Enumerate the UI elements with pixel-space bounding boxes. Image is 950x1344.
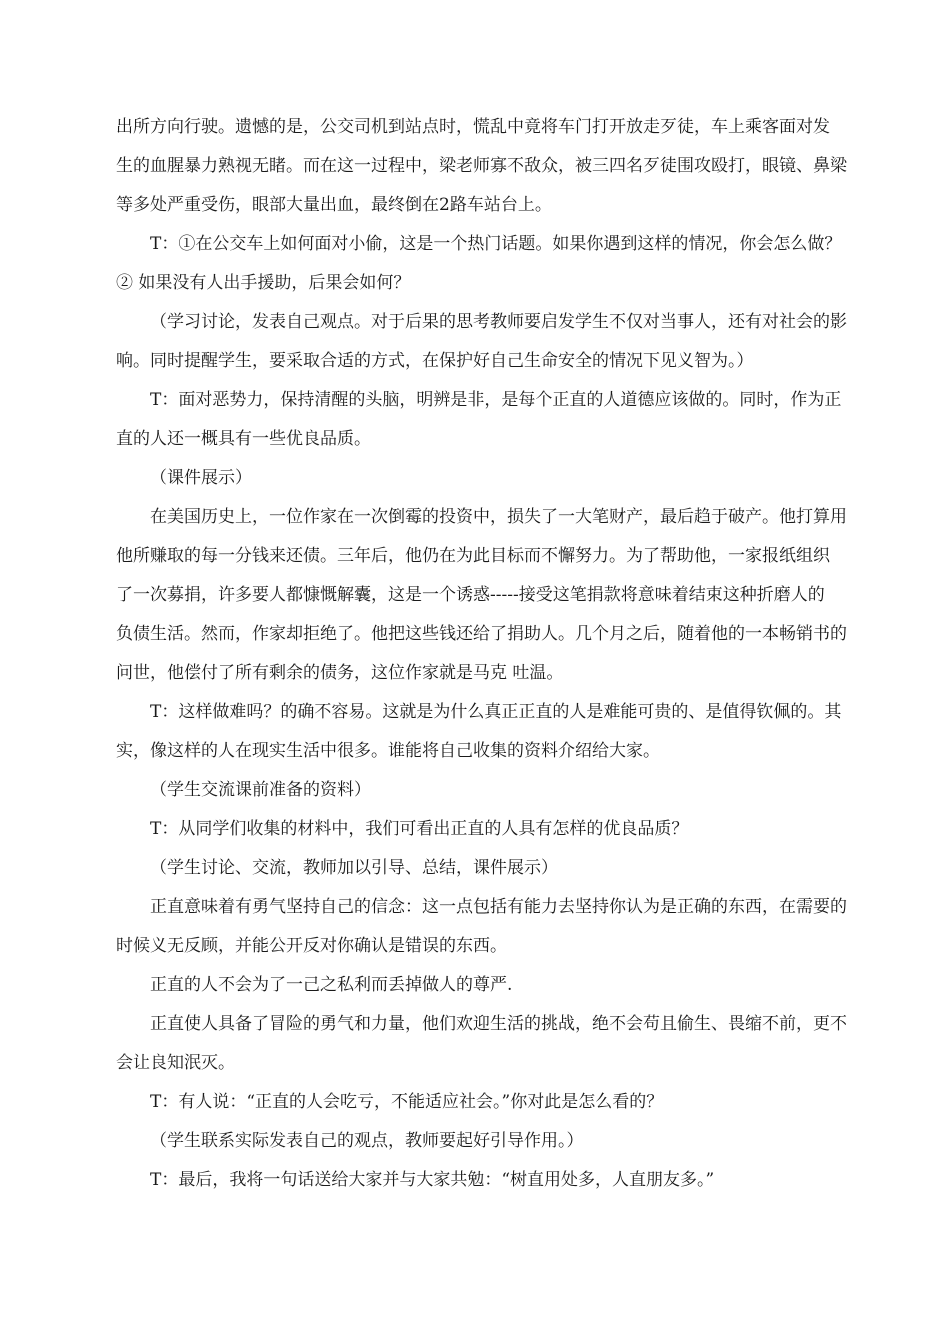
text-line: （课件展示） [150,468,252,488]
text-line: 正直意味着有勇气坚持自己的信念：这一点包括有能力去坚持你认为是正确的东西，在需要的 [150,897,847,917]
text-line: （学习讨论，发表自己观点。对于后果的思考教师要启发学生不仅对当事人，还有对社会的影 [150,312,847,332]
text-line: T：这样做难吗？的确不容易。这就是为什么真正正直的人是难能可贵的、是值得钦佩的。其 [150,702,842,722]
text-line: T：最后，我将一句话送给大家并与大家共勉：“树直用处多，人直朋友多。” [150,1170,715,1190]
text-line: 会让良知泯灭。 [116,1053,235,1073]
text-line: （学生交流课前准备的资料） [150,780,371,800]
text-line: 他所赚取的每一分钱来还债。三年后，他仍在为此目标而不懈努力。为了帮助他，一家报纸组织 [116,546,830,566]
text-line: 出所方向行驶。遗憾的是，公交司机到站点时，慌乱中竟将车门打开放走歹徒，车上乘客面对发 [116,117,830,137]
text-line: 生的血腥暴力熟视无睹。而在这一过程中，梁老师寡不敌众，被三四名歹徒围攻殴打，眼镜、鼻梁 [116,156,847,176]
document-body [116,116,847,1191]
text-line: （学生讨论、交流，教师加以引导、总结，课件展示） [150,858,558,878]
text-line: T：面对恶势力，保持清醒的头脑，明辨是非，是每个正直的人道德应该做的。同时，作为正 [150,390,842,410]
text-line: 等多处严重受伤，眼部大量出血，最终倒在2路车站台上。 [116,195,552,215]
text-line: 负债生活。然而，作家却拒绝了。他把这些钱还给了捐助人。几个月之后，随着他的一本畅销书的 [116,624,847,644]
text-line: 正直的人不会为了一己之私利而丢掉做人的尊严. [150,975,513,995]
text-line: 直的人还一概具有一些优良品质。 [116,429,371,449]
text-line: 了一次募捐，许多要人都慷慨解囊，这是一个诱惑-----接受这笔捐款将意味着结束这种折磨人的 [116,585,825,605]
text-line: T：①在公交车上如何面对小偷，这是一个热门话题。如果你遇到这样的情况，你会怎么做？ [150,234,842,254]
text-line: （学生联系实际发表自己的观点，教师要起好引导作用。） [150,1131,584,1151]
text-line: 正直使人具备了冒险的勇气和力量，他们欢迎生活的挑战，绝不会苟且偷生、畏缩不前，更不 [150,1014,847,1034]
text-line: 响。同时提醒学生，要采取合适的方式，在保护好自己生命安全的情况下见义智为。） [116,351,754,371]
text-line: ② 如果没有人出手援助，后果会如何？ [116,273,411,293]
text-line: T：有人说：“正直的人会吃亏，不能适应社会。”你对此是怎么看的？ [150,1092,664,1112]
text-line: 时候义无反顾，并能公开反对你确认是错误的东西。 [116,936,507,956]
text-line: 在美国历史上，一位作家在一次倒霉的投资中，损失了一大笔财产，最后趋于破产。他打算用 [150,507,847,527]
text-line: T：从同学们收集的材料中，我们可看出正直的人具有怎样的优良品质？ [150,819,689,839]
text-line: 问世，他偿付了所有剩余的债务，这位作家就是马克 吐温。 [116,663,564,683]
text-line: 实，像这样的人在现实生活中很多。谁能将自己收集的资料介绍给大家。 [116,741,660,761]
